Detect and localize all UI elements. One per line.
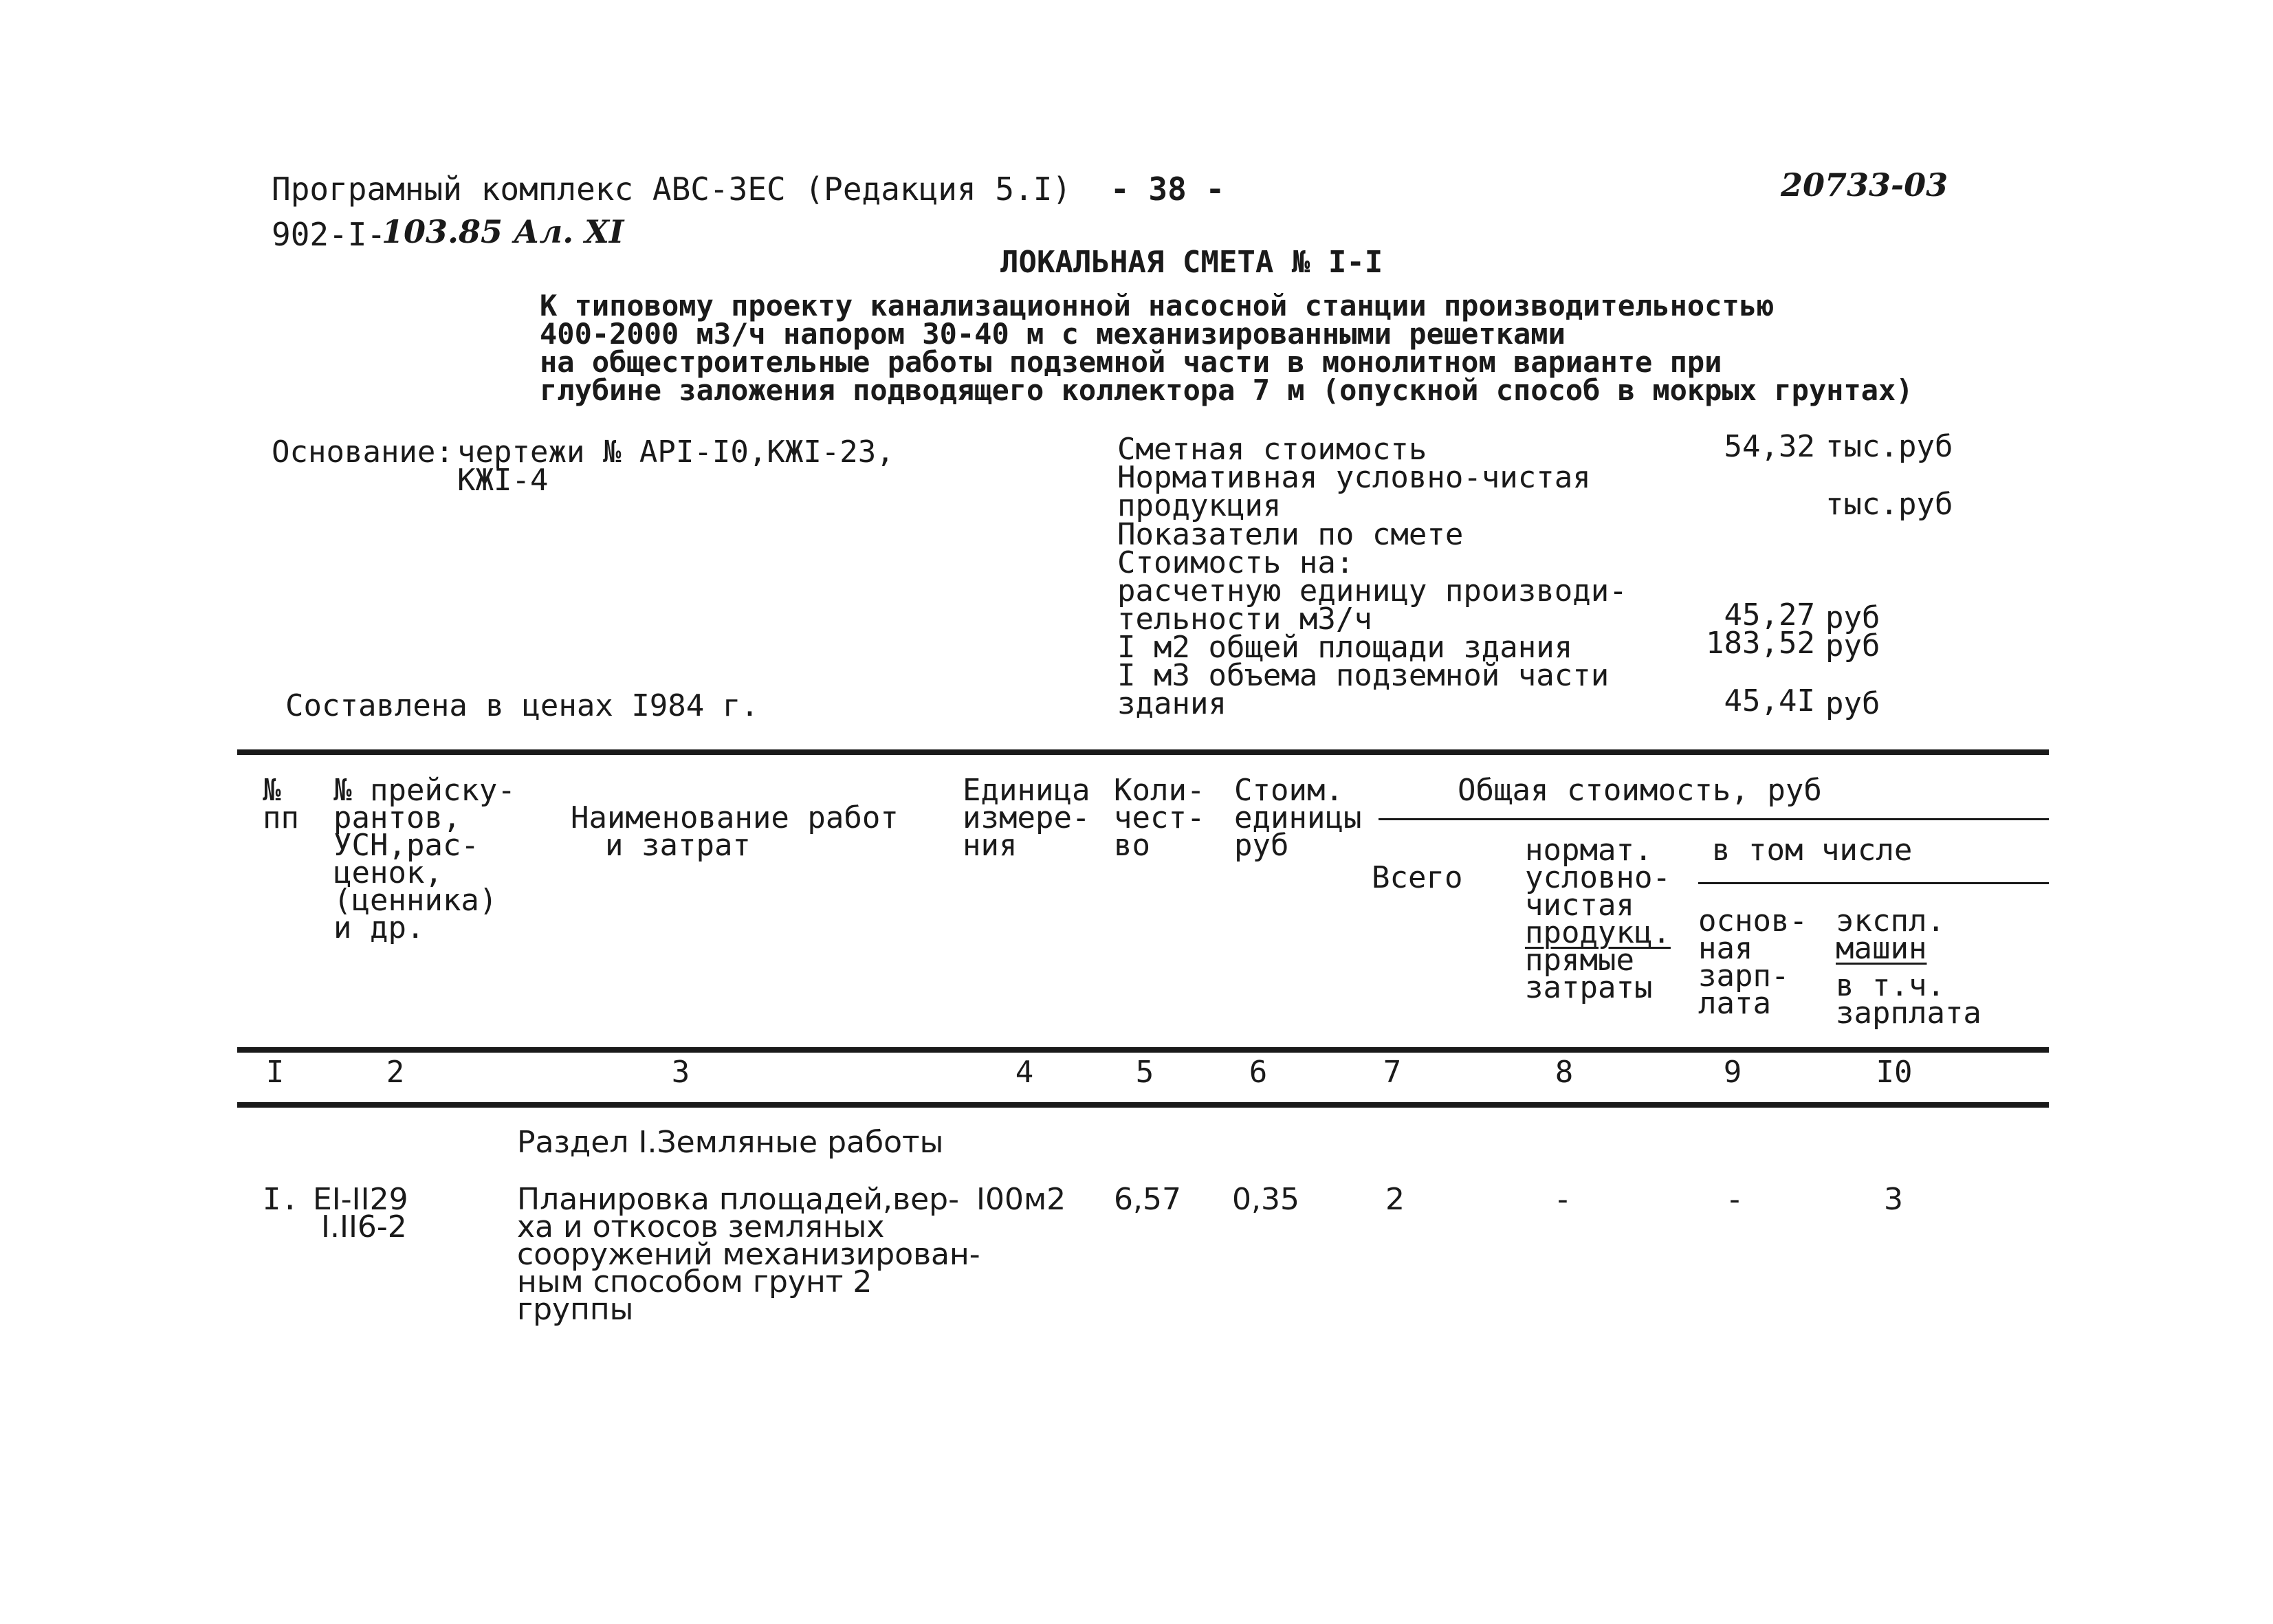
basis-line-2: КЖI-4 [457, 463, 549, 498]
page-number: - 38 - [1110, 171, 1225, 208]
header-col-salary: основ- ная зарп- лата [1698, 903, 1808, 1021]
table-top-rule [237, 749, 2049, 755]
colnum-4: 4 [1015, 1055, 1034, 1090]
colnum-2: 2 [386, 1055, 405, 1090]
colnum-1: I [265, 1055, 285, 1090]
unit-capacity-unit: руб [1825, 600, 1880, 635]
header-col-total: Всего [1372, 860, 1463, 895]
subtitle-line-2: 400-2000 м3/ч напором 30-40 м с механизированными решетками [540, 317, 1566, 351]
header-col-num: № пп [263, 773, 299, 835]
colnum-7: 7 [1383, 1055, 1402, 1090]
normative-label-1: Нормативная условно-чистая [1117, 460, 1591, 495]
header-col-unit-cost: Стоим. единицы руб [1234, 773, 1362, 863]
row-base-salary: - [1729, 1182, 1740, 1217]
volume-label-2: здания [1117, 686, 1227, 721]
unit-capacity-label-2: тельности м3/ч [1117, 602, 1372, 637]
header-col-name: Наименование работ и затрат [571, 800, 899, 863]
volume-value: 45,4I [1724, 683, 1815, 718]
colnum-3: 3 [671, 1055, 690, 1090]
subtitle-line-4: глубине заложения подводящего коллектора 7 м (опускной способ в мокрых грунтах) [540, 373, 1913, 407]
header-total-group: Общая стоимость, руб [1458, 773, 1822, 808]
basis-label: Основание: [272, 435, 454, 470]
header-col-unit: Единица измере- ния [963, 773, 1090, 863]
estimated-cost-label: Сметная стоимость [1117, 432, 1427, 467]
column-numbers-rule [237, 1102, 2049, 1108]
row-unit-cost: 0,35 [1232, 1182, 1299, 1217]
subtitle-line-3: на общестроительные работы подземной части в монолитном варианте при [540, 345, 1722, 379]
row-direct-costs: - [1557, 1182, 1568, 1217]
normative-unit: тыс.руб [1825, 487, 1953, 522]
header-col-quantity: Коли- чест- во [1114, 773, 1205, 863]
row-quantity: 6,57 [1114, 1182, 1181, 1217]
header-incl-group: в том числе [1712, 833, 1913, 868]
program-name: Програмный комплекс АВС-ЗЕС (Редакция 5.I) [272, 171, 1072, 208]
row-machines: 3 [1884, 1182, 1903, 1217]
project-code-handwritten: 103.85 Ал. XI [382, 213, 624, 250]
incl-group-rule [1698, 882, 2049, 884]
estimate-title: ЛОКАЛЬНАЯ СМЕТА № I-I [1000, 245, 1383, 280]
colnum-8: 8 [1555, 1055, 1574, 1090]
normative-label-2: продукция [1117, 488, 1282, 523]
basis-line-1: чертежи № АРI-I0,КЖI-23, [457, 435, 894, 470]
indicators-label: Показатели по смете [1117, 517, 1464, 552]
row-total: 2 [1385, 1182, 1405, 1217]
prices-year: Составлена в ценах I984 г. [285, 688, 759, 723]
header-bottom-rule [237, 1047, 2049, 1053]
unit-capacity-value: 45,27 [1724, 597, 1815, 633]
row-code: EI-II29 I.II6-2 [313, 1182, 408, 1244]
volume-unit: руб [1825, 686, 1880, 721]
project-code: 902-I- [272, 216, 386, 253]
cost-per-label: Стоимость на: [1117, 545, 1354, 580]
volume-label-1: I м3 объема подземной части [1117, 658, 1610, 693]
estimated-cost-unit: тыс.руб [1825, 429, 1953, 464]
header-col-pricelist: № прейску- рантов, УСН,рас- ценок, (ценника) и др. [333, 773, 516, 945]
header-col-normative: нормат. условно- чистая продукц. прямые затраты [1525, 833, 1671, 1005]
row-unit: I00м2 [976, 1182, 1066, 1217]
colnum-6: 6 [1249, 1055, 1268, 1090]
area-value: 183,52 [1706, 626, 1815, 661]
document-number: 20733-03 [1781, 166, 1948, 204]
subtitle-line-1: К типовому проекту канализационной насосной станции производительностью [540, 289, 1775, 322]
header-col-machines: экспл. машин в т.ч. зарплата [1836, 903, 1981, 1031]
total-group-rule [1379, 818, 2049, 820]
area-unit: руб [1825, 628, 1880, 663]
row-number: I. [263, 1182, 299, 1217]
section-title: Раздел I.Земляные работы [517, 1125, 944, 1160]
colnum-5: 5 [1135, 1055, 1154, 1090]
area-label: I м2 общей площади здания [1117, 630, 1573, 665]
colnum-10: I0 [1876, 1055, 1913, 1090]
colnum-9: 9 [1723, 1055, 1742, 1090]
unit-capacity-label-1: расчетную единицу производи- [1117, 573, 1627, 608]
estimated-cost-value: 54,32 [1724, 429, 1815, 464]
row-name: Планировка площадей,вер- ха и откосов земляных сооружений механизирован- ным способом грунт 2 группы [517, 1182, 980, 1327]
